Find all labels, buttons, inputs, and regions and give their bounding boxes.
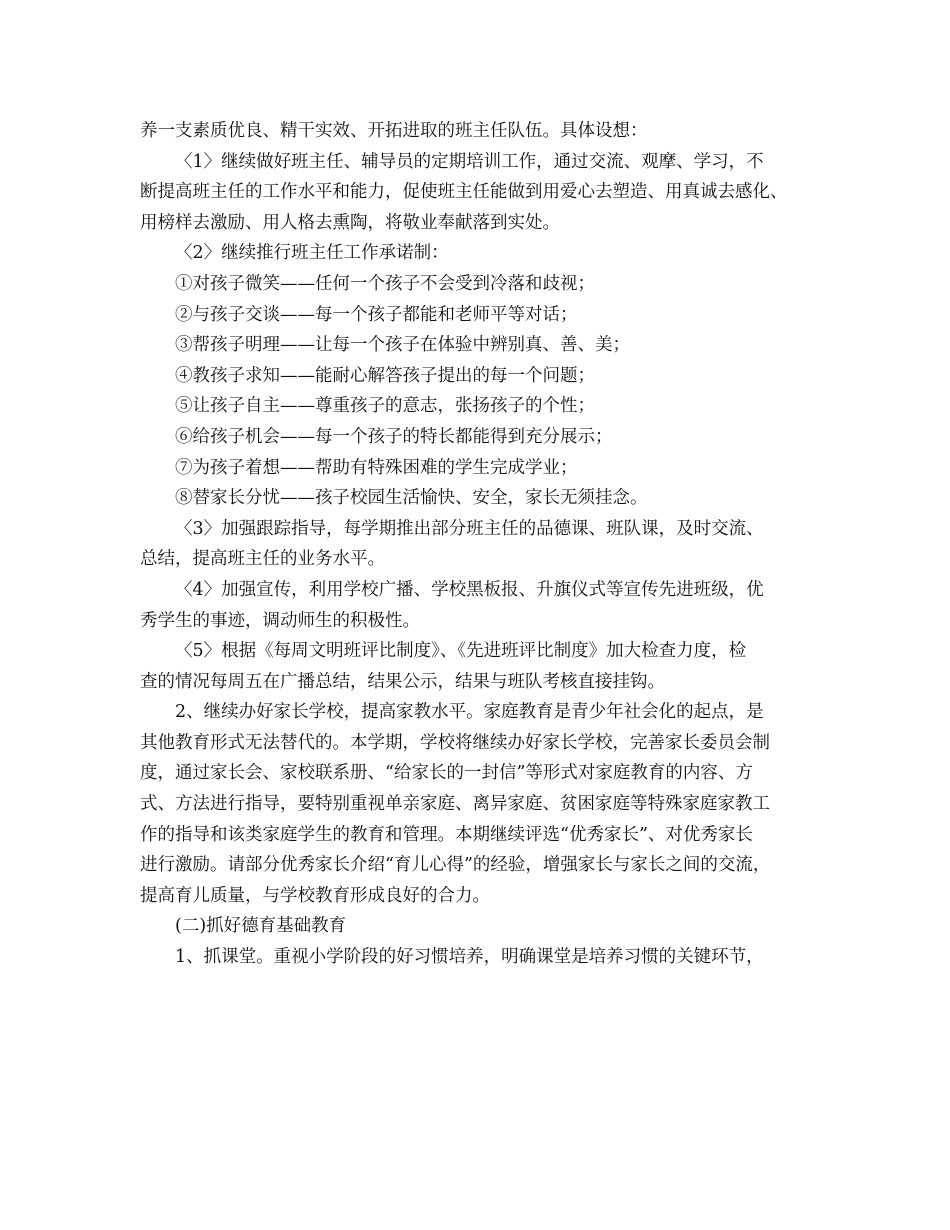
text-line: 〈1〉继续做好班主任、辅导员的定期培训工作，通过交流、观摩、学习，不 (175, 151, 764, 172)
text-line: (二)抓好德育基础教育 (175, 916, 347, 937)
text-line: 断提高班主任的工作水平和能力，促使班主任能做到用爱心去塑造、用真诚去感化、 (140, 182, 788, 203)
text-line: 2、继续办好家长学校，提高家教水平。家庭教育是青少年社会化的起点，是 (175, 702, 764, 723)
text-line: 〈4〉加强宣传，利用学校广播、学校黑板报、升旗仪式等宣传先进班级，优 (175, 579, 764, 600)
text-line: ③帮孩子明理——让每一个孩子在体验中辨别真、善、美； (175, 335, 630, 356)
text-line: 进行激励。请部分优秀家长介绍“育儿心得”的经验，增强家长与家长之间的交流， (140, 855, 771, 876)
text-line: 查的情况每周五在广播总结，结果公示，结果与班队考核直接挂钩。 (140, 671, 665, 692)
text-line: 〈5〉根据《每周文明班评比制度》、《先进班评比制度》加大检查力度，检 (175, 641, 747, 662)
text-line: ⑦为孩子着想——帮助有特殊困难的学生完成学业； (175, 457, 578, 478)
document-body (140, 116, 820, 973)
text-line: 秀学生的事迹，调动师生的积极性。 (140, 610, 420, 631)
text-line: ⑧替家长分忧——孩子校园生活愉快、安全，家长无须挂念。 (175, 488, 648, 509)
text-line: 总结，提高班主任的业务水平。 (140, 549, 385, 570)
text-line: 〈3〉加强跟踪指导，每学期推出部分班主任的品德课、班队课，及时交流、 (175, 518, 764, 539)
text-line: ⑥给孩子机会——每一个孩子的特长都能得到充分展示； (175, 426, 613, 447)
text-line: 作的指导和该类家庭学生的教育和管理。本期继续评选“优秀家长”、对优秀家长 (140, 824, 753, 845)
text-line: 提高育儿质量，与学校教育形成良好的合力。 (140, 885, 490, 906)
text-line: 其他教育形式无法替代的。本学期，学校将继续办好家长学校，完善家长委员会制 (140, 732, 770, 753)
text-line: 度，通过家长会、家校联系册、“给家长的一封信”等形式对家庭教育的内容、方 (140, 763, 753, 784)
text-line: 式、方法进行指导，要特别重视单亲家庭、离异家庭、贫困家庭等特殊家庭家教工 (140, 794, 770, 815)
text-line: 用榜样去激励、用人格去熏陶，将敬业奉献落到实处。 (140, 212, 560, 233)
text-line: 1、抓课堂。重视小学阶段的好习惯培养，明确课堂是培养习惯的关键环节， (175, 947, 764, 968)
text-line: ⑤让孩子自主——尊重孩子的意志，张扬孩子的个性； (175, 396, 595, 417)
text-line: ④教孩子求知——能耐心解答孩子提出的每一个问题； (175, 365, 595, 386)
text-line: ②与孩子交谈——每一个孩子都能和老师平等对话； (175, 304, 578, 325)
text-line: 〈2〉继续推行班主任工作承诺制： (175, 243, 449, 264)
text-line: 养一支素质优良、精干实效、开拓进取的班主任队伍。具体设想： (140, 121, 648, 141)
text-line: ①对孩子微笑——任何一个孩子不会受到冷落和歧视； (175, 273, 595, 294)
